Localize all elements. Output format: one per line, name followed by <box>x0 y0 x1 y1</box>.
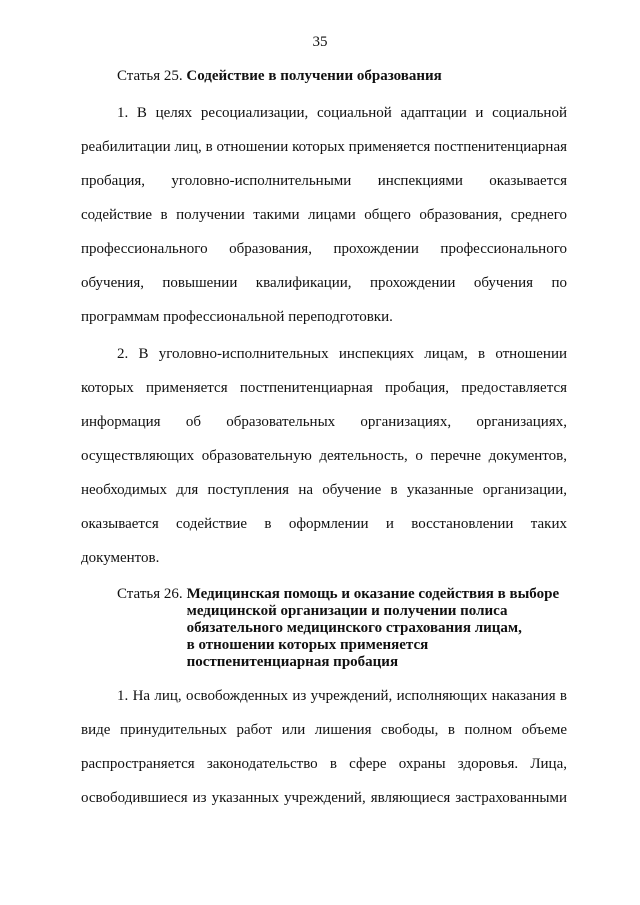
article-25-prefix: Статья 25. <box>117 68 183 84</box>
article-25-paragraph-2 <box>81 337 567 575</box>
article-25-heading <box>117 68 442 85</box>
article-26-paragraph-1 <box>81 679 567 815</box>
text-line: которых применяется постпенитенциарная пробация, предоставляется <box>81 380 567 396</box>
title-line: в отношении которых применяется <box>186 637 429 653</box>
text-line: содействие в получении такими лицами общего образования, среднего <box>81 207 567 223</box>
title-line: медицинской организации и получении полиса <box>186 603 508 619</box>
page-number: 35 <box>312 34 328 50</box>
title-line: постпенитенциарная пробация <box>186 654 399 670</box>
text-line: оказывается содействие в оформлении и восстановлении таких <box>81 516 567 532</box>
text-line: 2. В уголовно-исполнительных инспекциях лицам, в отношении <box>117 346 567 362</box>
text-line: профессионального образования, прохождении профессионального <box>81 241 567 257</box>
text-line: обучения, повышении квалификации, прохождении обучения по <box>81 275 567 291</box>
article-26-prefix: Статья 26. <box>117 586 183 602</box>
text-line: распространяется законодательство в сфере охраны здоровья. Лица, <box>81 756 567 772</box>
text-line: программам профессиональной переподготовки. <box>81 309 393 325</box>
text-line: необходимых для поступления на обучение в указанные организации, <box>81 482 567 498</box>
text-line: реабилитации лиц, в отношении которых применяется постпенитенциарная <box>81 139 567 155</box>
article-25-title: Содействие в получении образования <box>186 68 442 84</box>
text-line: информация об образовательных организациях, организациях, <box>81 414 567 430</box>
text-line: 1. В целях ресоциализации, социальной адаптации и социальной <box>117 105 567 121</box>
text-line: документов. <box>81 550 160 566</box>
text-line: освободившиеся из указанных учреждений, являющиеся застрахованными <box>81 790 567 806</box>
title-line: Медицинская помощь и оказание содействия в выборе <box>186 586 560 602</box>
text-line: пробация, уголовно-исполнительными инспекциями оказывается <box>81 173 567 189</box>
text-line: осуществляющих образовательную деятельность, о перечне документов, <box>81 448 567 464</box>
text-line: 1. На лиц, освобожденных из учреждений, исполняющих наказания в <box>117 688 567 704</box>
article-25-paragraph-1 <box>81 96 567 334</box>
title-line: обязательного медицинского страхования лицам, <box>186 620 522 636</box>
article-26-heading <box>117 586 559 671</box>
text-line: виде принудительных работ или лишения свободы, в полном объеме <box>81 722 567 738</box>
article-26-title <box>187 586 559 671</box>
